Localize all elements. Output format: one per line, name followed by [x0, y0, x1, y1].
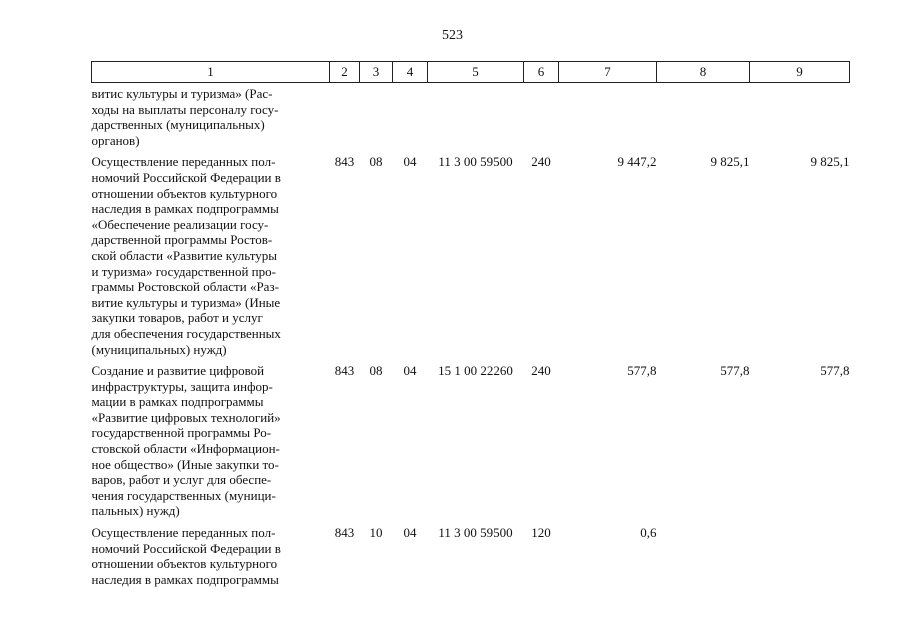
- table-row: [92, 83, 850, 149]
- column-header-6: 6: [524, 62, 559, 83]
- column-header-3: 3: [360, 62, 393, 83]
- description-line: витие культуры и туризма» (Иные: [91, 294, 281, 310]
- description-line: витис культуры и туризма» (Рас-: [91, 86, 273, 101]
- table-row: [92, 519, 850, 587]
- row-description: [92, 357, 330, 519]
- description-line: наследия в рамках подпрограммы: [91, 201, 279, 217]
- description-line: Осуществление переданных пол-: [91, 525, 276, 541]
- cell-expense-type: 240: [531, 363, 551, 379]
- row-description: [92, 83, 330, 149]
- description-line: закупки товаров, работ и услуг: [91, 310, 263, 326]
- row-description: [92, 519, 330, 587]
- cell-section: 08: [369, 154, 383, 170]
- cell-subsection: 04: [403, 525, 417, 541]
- column-header-1: 1: [92, 62, 330, 83]
- page-number: 523: [442, 28, 463, 43]
- cell-expense-type: 240: [531, 154, 551, 170]
- cell-subsection: 04: [403, 154, 417, 170]
- cell-amount-col8: 577,8: [720, 363, 750, 379]
- cell-subsection: 04: [403, 363, 417, 379]
- cell-target-article: [428, 83, 524, 149]
- description-line: стовской области «Информацион-: [91, 441, 280, 457]
- description-line: пальных) нужд): [91, 503, 180, 519]
- description-line: «Обеспечение реализации госу-: [91, 216, 269, 232]
- description-line: номочий Российской Федерации в: [91, 169, 281, 185]
- description-line: государственной программы Ро-: [91, 425, 272, 441]
- description-line: отношении объектов культурного: [91, 185, 278, 201]
- cell-expense-type: [524, 83, 559, 149]
- cell-ministry-code: 843: [334, 525, 355, 541]
- description-line: (муниципальных) нужд): [91, 341, 227, 357]
- description-line: дарственных (муниципальных): [91, 117, 265, 133]
- description-line: мации в рамках подпрограммы: [91, 394, 264, 410]
- description-line: отношении объектов культурного: [91, 556, 278, 572]
- description-line: ное общество» (Иные закупки то-: [91, 456, 279, 472]
- column-header-5: 5: [428, 62, 524, 83]
- cell-ministry-code: 843: [334, 363, 355, 379]
- description-line: «Развитие цифровых технологий»: [91, 409, 281, 425]
- cell-amount-col9: 9 825,1: [810, 154, 850, 170]
- cell-amount-col9: [750, 83, 850, 149]
- description-line: варов, работ и услуг для обеспе-: [91, 472, 272, 488]
- description-line: ской области «Развитие культуры: [91, 247, 277, 263]
- cell-section: 08: [369, 363, 383, 379]
- cell-expense-type: 120: [531, 525, 551, 541]
- description-line: инфраструктуры, защита инфор-: [91, 378, 273, 394]
- budget-table: [91, 61, 850, 587]
- row-description: [92, 148, 330, 357]
- cell-section: [360, 83, 393, 149]
- table-row: [92, 148, 850, 357]
- description-line: и туризма» государственной про-: [91, 263, 276, 279]
- cell-amount-col7: 0,6: [640, 525, 657, 541]
- column-header-4: 4: [393, 62, 428, 83]
- description-line: номочий Российской Федерации в: [91, 540, 281, 556]
- description-line: Осуществление переданных пол-: [91, 154, 276, 170]
- description-line: органов): [91, 132, 140, 148]
- cell-target-article: 15 1 00 22260: [438, 363, 513, 379]
- cell-amount-col9: [750, 519, 850, 587]
- cell-amount-col8: [657, 83, 750, 149]
- table-header-row: [92, 62, 850, 83]
- cell-amount-col7: [559, 83, 657, 149]
- description-line: граммы Ростовской области «Раз-: [91, 279, 279, 295]
- cell-target-article: 11 3 00 59500: [438, 525, 513, 541]
- cell-ministry-code: [330, 83, 360, 149]
- description-line: ходы на выплаты персоналу госу-: [91, 101, 279, 117]
- description-line: Создание и развитие цифровой: [91, 363, 265, 379]
- cell-section: 10: [369, 525, 383, 541]
- table-row: [92, 357, 850, 519]
- cell-target-article: 11 3 00 59500: [438, 154, 513, 170]
- column-header-2: 2: [330, 62, 360, 83]
- column-header-9: 9: [750, 62, 850, 83]
- cell-subsection: [393, 83, 428, 149]
- description-line: наследия в рамках подпрограммы: [91, 571, 279, 587]
- cell-ministry-code: 843: [334, 154, 355, 170]
- description-line: для обеспечения государственных: [91, 325, 281, 341]
- description-line: чения государственных (муници-: [91, 487, 276, 503]
- column-header-7: 7: [559, 62, 657, 83]
- description-line: дарственной программы Ростов-: [91, 232, 273, 248]
- cell-amount-col9: 577,8: [820, 363, 850, 379]
- cell-amount-col7: 9 447,2: [617, 154, 657, 170]
- cell-amount-col8: 9 825,1: [710, 154, 750, 170]
- column-header-8: 8: [657, 62, 750, 83]
- cell-amount-col8: [657, 519, 750, 587]
- cell-amount-col7: 577,8: [627, 363, 657, 379]
